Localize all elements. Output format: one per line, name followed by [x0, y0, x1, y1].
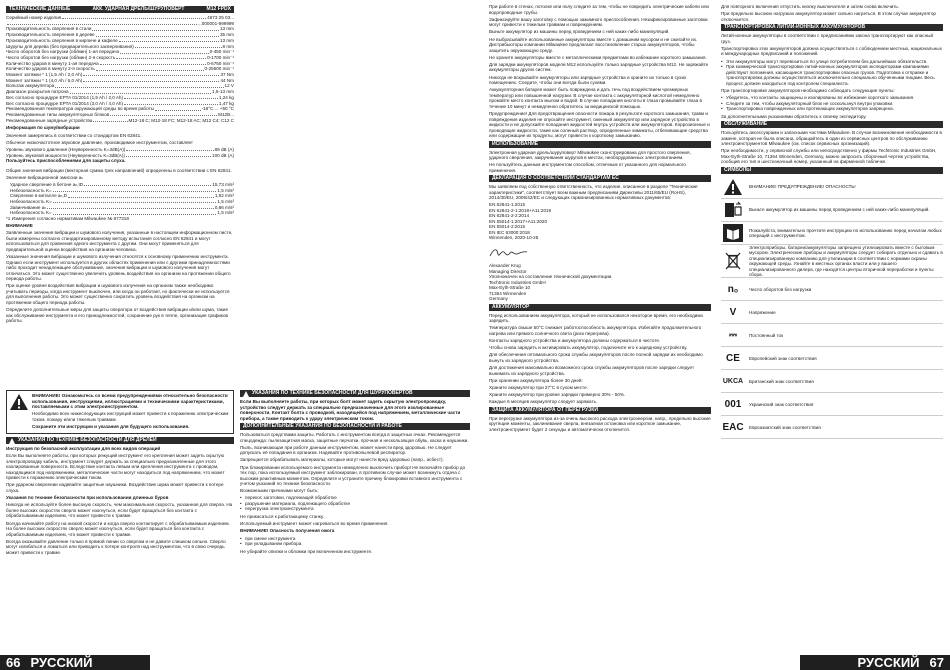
spec-value: 0-25500 min⁻¹: [204, 66, 234, 72]
measurement-note: *1 Измерения согласно нормативам Milwaukee № 877318: [6, 216, 129, 222]
extra-safety-paragraph: Возможными причинами могут быть:: [240, 488, 319, 494]
vibration-heading: Значение вибрационной эмиссии aₕ: [6, 174, 84, 180]
spec-leader: [124, 95, 218, 99]
vibration-intro: Общие значения вибрации (векторная сумма трех направлений) определены в соответствии с EN 62841.: [6, 167, 232, 173]
spec-value: M12-18 C; M12-18 FC; M12-18 AC; M12 C4; C12 C: [128, 117, 234, 123]
safety-continued-text: [489, 4, 711, 139]
transport-text: [721, 33, 943, 57]
right-footer: [800, 655, 950, 670]
symbol-description: Пожалуйста, внимательно прочтите инструкцию по использованию перед началом любых операций с инструментом.: [749, 227, 942, 238]
battery-paragraph: Храните аккумулятор при уровне зарядки примерно 30% - 50%.: [489, 392, 626, 398]
symbol-description: Украинский знак соответствия: [749, 401, 814, 407]
usage-header: ИСПОЛЬЗОВАНИЕ: [489, 141, 711, 148]
symbol-row: [721, 347, 943, 370]
battery-paragraph: При хранении аккумулятора более 30 дней:: [489, 377, 583, 383]
transport-header: ТРАНСПОРТИРОВКА ЛИТИЙ-ИОННЫХ АККУМУЛЯТОРОВ: [721, 24, 943, 31]
spec-value: 1,92 m/s²: [214, 193, 234, 199]
symbol-row: [721, 222, 943, 245]
spec-label: Рекомендованная температура окружающей среды во время работы: [6, 106, 154, 112]
warning-keep: Сохраните эти инструкции и указания для будущего использования.: [32, 423, 190, 429]
attention-heading: ВНИМАНИЕ: [6, 223, 33, 229]
spec-value: -18°C ... +50 °C: [201, 106, 234, 112]
list-item: • Эти аккумуляторы могут перевозиться по улице потребителем без дальнейших обязательств.: [721, 59, 943, 65]
voltage-icon: [721, 301, 745, 323]
list-item: • Убедитесь, что контакты защищены и изолированы во избежание короткого замыкания.: [721, 95, 943, 101]
tech-data-header: [6, 6, 234, 13]
spec-value: 13 mm: [219, 37, 234, 43]
usage-paragraph: Электронная ударная дрель/шуруповерт Milwaukee сконструирована для простого сверления, ударного сверления, закручивания шурупов в местах, необорудованных электропитанием.: [489, 149, 691, 160]
rpm-icon-label: n₀: [727, 283, 739, 295]
spec-label: Небезопасность K=: [10, 187, 52, 193]
right-column-2: [721, 4, 943, 439]
drill-safety-paragraph: Никогда не используйте более высокую скорость, чем максимальная скорость, указанная для сверла. На более высоких скоростях сверло может изогнуться, если будет вращаться без контакта с обрабатываемым изделием, что может привести к травме.: [6, 502, 233, 519]
ear-protection-note: Пользуйтесь приспособлениями для защиты слуха.: [6, 158, 126, 164]
spec-leader: [126, 153, 211, 157]
battery-text: [489, 313, 711, 405]
symbol-row: [721, 301, 943, 324]
declaration-place: Winnenden, 2020-10-25: [489, 235, 539, 241]
spec-leader: [155, 106, 201, 110]
spec-label: Завинчивание aₕ: [10, 204, 47, 210]
spec-label: Ударное сверление в бетоне aₕ,ID: [10, 181, 84, 187]
spec-leader: [83, 78, 219, 82]
declaration-header: ДЕКЛАРАЦИЯ О СООТВЕТСТВИИ СТАНДАРТАМ ЕС: [489, 175, 711, 182]
noise-intro: Обычное низкочастотное звуковое давление, производимое инструментом, составляет: [6, 139, 194, 145]
spec-leader: [100, 61, 206, 65]
battery-paragraph: Каждые 6 месяцев аккумулятор следует заряжать.: [489, 399, 598, 405]
list-item: • Следите за тем, чтобы аккумуляторный блок не соскользнул внутри упаковки.: [721, 101, 943, 107]
authorized-line: Уполномочен на составление технической документации.: [489, 274, 613, 280]
safety-paragraph: Не выбрасывайте использованные аккумуляторы вместе с домашним мусором и не сжигайте их. Дистрибьюторы компании Milwaukee предлагают восстановление старых аккумуляторов, чтобы защитить окружающую среду.: [489, 36, 698, 53]
spec-leader: [47, 205, 214, 209]
list-item: • При коммерческой транспортировке литий-ионных аккумуляторов экспедиторами компаниями действуют положения, касающиеся транспортировки опасных грузов. Подготовка к отправке и транспортировка должны осуществляться исключительно специально обученными лицами. Весь процесс должен находиться под контролем специалиста.: [721, 64, 943, 86]
ukca-mark-icon: [721, 370, 745, 392]
symbol-description: Напряжение: [749, 309, 776, 315]
battery-paragraph: Храните аккумулятор при 27°C в сухом месте.: [489, 384, 588, 390]
attention-paragraph: Указанные значения вибрации и шумового излучения относятся к основному применению инструмента. Однако если инструмент используется в других областях применения или с другими принадлежностями либо проходит ненадлежащее обслуживание, значения вибрации и шумового излучения могут отличаться. Это может существенно увеличить уровень воздействия на организм на протяжении общего периода работы.: [6, 254, 231, 282]
spec-label: Момент затяжки * 1 (4,0 Ah / 6,0 Ah): [6, 77, 83, 83]
spec-leader: [70, 89, 211, 93]
spec-label: Вес согласно процедуре EPTA 01/2014 (3,0 Ah / 4,0 Ah): [6, 100, 124, 106]
norm-item: EN 55014-1:2017+A11:2020: [489, 218, 548, 224]
symbol-description: Электроприборы, батареи/аккумуляторы запрещено утилизировать вместе с бытовым мусором. Электрические приборы и аккумуляторы следует собирать отдельно и сдавать в специализированную компанию для утилизации в соответствии с нормами охраны окружающей среды. Узнайте в местных органах власти или у вашего специализированного дилера, где находятся центры вторичной переработки и пункты сбора.: [749, 244, 943, 277]
dc-icon-label: ⎓: [729, 329, 737, 341]
spec-value: 8 mm: [222, 43, 234, 49]
right-column-1: [489, 4, 711, 434]
spec-value: 37 Nm: [220, 72, 234, 78]
battery-paragraph: Для достижения максимально возможного срока службы аккумуляторов после зарядки следует вынимать из зарядного устройства.: [489, 365, 695, 376]
symbol-row: [721, 370, 943, 393]
safety-paragraph: При работе в стенах, потолке или полу следите за тем, чтобы не повредить электрические кабели или водопроводные трубы.: [489, 4, 709, 15]
tech-data-table: [6, 15, 234, 123]
read-manual-icon: [721, 222, 745, 244]
symbol-description: Постоянный ток: [749, 332, 784, 338]
authorized-line: Germany: [489, 296, 508, 302]
burn-risk-list: [240, 536, 470, 547]
symbol-description: Число оборотов без нагрузки: [749, 286, 812, 292]
spec-value: 1,47 kg: [218, 100, 234, 106]
norm-item: EN 62841-2-1:2018+A11:2019: [489, 207, 552, 213]
blocking-causes-list: [240, 495, 470, 512]
tech-data-product: АКК. УДАРНАЯ ДРЕЛЬ/ШУРУПОВЕРТ: [92, 6, 185, 12]
spec-value: 89 dB (A): [214, 146, 234, 152]
spec-label: Момент затяжки * 1 (1,5 Ah / 2,0 Ah): [6, 72, 83, 78]
spec-label: Количество ударов в минуту 2-я скорость: [6, 66, 95, 72]
spec-leader: [53, 210, 217, 214]
spec-label: Сверление в металле aₕ,D: [10, 193, 67, 199]
rpm-icon: [721, 278, 745, 300]
symbol-row: [721, 278, 943, 301]
left-footer: [0, 655, 150, 670]
symbol-description: Британский знак соответствия: [749, 378, 814, 384]
norm-item: EN 55014-2:2015: [489, 224, 526, 230]
drill-safety-paragraph: Указания по технике безопасности при использовании длинных буров: [6, 495, 169, 501]
symbol-row: [721, 245, 943, 278]
symbol-description: ВНИМАНИЕ! ПРЕДУПРЕЖДЕНИЕ! ОПАСНОСТЬ!: [749, 184, 856, 190]
spec-value: 1,5-13 mm: [212, 89, 234, 95]
spec-label: Количество ударов в минуту 1-ая передача: [6, 60, 99, 66]
signer-block: [489, 263, 711, 274]
usage-text: [489, 150, 711, 174]
page-number: 66: [6, 655, 21, 670]
voltage-icon-label: V: [729, 306, 737, 318]
noise-standard: Значения замерялись в соответствии со стандартом EN 62841.: [6, 132, 142, 138]
symbol-row: [721, 199, 943, 222]
declaration-text: Мы заявляем под собственную ответственность, что изделие, описанное в разделе "Технические характеристики", соответствует всем важным предписаниям Директивы 2011/65/EU (RoHS), 2014/30/EU, 2006/42/EC и следующих гармонизированных нормативных документов:: [489, 184, 698, 201]
warning-small-icon: [243, 391, 249, 397]
list-item: • при смене инструмента: [240, 536, 470, 542]
extra-safety-end: Не убирайте опилки и обломки при включенном инструменте.: [240, 548, 373, 554]
extra-safety-text: [240, 432, 470, 494]
battery-header: АККУМУЛЯТОР: [489, 304, 711, 311]
spec-leader: [7, 21, 197, 25]
norm-item: EN 62841-2-2:2014: [489, 213, 530, 219]
spec-leader: [135, 44, 222, 48]
spec-leader: [126, 147, 213, 151]
attention-text: [6, 230, 234, 323]
spec-leader: [84, 182, 211, 186]
spec-value: ...000001-999999: [197, 20, 234, 26]
spec-label: Уровень звукового давления (Неуверенность K=3dB(A)): [6, 146, 126, 152]
spec-leader: [93, 118, 127, 122]
overload-text: При перегрузке аккумулятора из-за очень высокого расхода электроэнергии, напр., предельно высокие крутящие моменты, заклинивание сверла, внезапная остановка или короткое замыкание, электроинструмент будет 2 секунды и автоматически отключится.: [489, 415, 711, 432]
dc-icon: [721, 324, 745, 346]
battery-paragraph: Температура свыше 50°C снижает работоспособность аккумулятора. Избегайте продолжительного нагрева или прямого солнечного света (риск перегрева).: [489, 325, 702, 336]
spec-leader: [62, 15, 206, 19]
battery-paragraph: Перед использованием аккумулятора, который не использовался некоторое время, его необходимо зарядить.: [489, 312, 704, 324]
transport-paragraph: Транспортировка этих аккумуляторов должна осуществляться с соблюдением местных, национальных и международных предписаний и положений.: [721, 45, 942, 57]
overload-header: ЗАЩИТА АККУМУЛЯТОРА ОТ ПЕРЕГРУЗКИ: [489, 407, 711, 414]
spec-label: Производительность сверления в кирпиче и кафеле: [6, 37, 118, 43]
drill-safety-paragraph: Если Вы выполняете работы, при которых режущий инструмент его крепления может задеть скрытую электропроводку кабель, инструмент следует держать за специально предназначенные для этого изолированные поверхности. Вследствие контакта левым или крепления инструмента с проводом, находящимся под напряжением, металлические части могут находиться под напряжением, что может привести к поражению электрическим током.: [6, 453, 225, 481]
spec-label: Серийный номер изделия: [6, 15, 62, 20]
list-item: • при укладывании прибора: [240, 541, 470, 547]
symbols-table: [721, 176, 943, 439]
noise-table: [6, 147, 234, 158]
symbol-row: [721, 393, 943, 416]
screw-safety-header: [240, 390, 470, 397]
symbol-row: [721, 176, 943, 199]
warning-triangle-icon: [9, 393, 29, 411]
spec-label: Небезопасность K=: [10, 199, 52, 204]
eac-mark-icon: [721, 416, 745, 438]
ce-mark-icon-label: CE: [726, 352, 740, 364]
list-item: • Транспортировка поврежденных или протекающих аккумуляторов запрещена.: [721, 106, 943, 112]
spec-leader: [53, 199, 217, 203]
transport-points: При транспортировке аккумуляторов необходимо соблюдать следующие пункты:: [721, 88, 895, 94]
signer-line: Alexander Krug: [489, 263, 521, 269]
list-item: • перегрузка электроинструмента: [240, 506, 470, 512]
safety-paragraph: Для зарядки аккумуляторов модели M12 используйте только зарядные устройства M12. Не заряжайте аккумуляторы других систем.: [489, 61, 709, 73]
spec-value: 0-450 min⁻¹: [209, 49, 234, 55]
left-column-2: [240, 388, 470, 556]
extra-safety-header: ДОПОЛНИТЕЛЬНЫЕ УКАЗАНИЯ ПО БЕЗОПАСНОСТИ И РАБОТЕ: [240, 423, 470, 430]
attention-paragraph: При оценке уровня воздействия вибрации и шумового излучения на организм также необходимо учитывать периоды, когда инструмент выключен, или когда он работает, но фактически не используется для выполнения работы. Это может существенно сократить уровень воздействия на организм на протяжении общего периода работы.: [6, 283, 230, 305]
safety-paragraph: Аккумуляторная батарея может быть повреждена и дать течь под воздействием чрезмерных температур или повышенной нагрузки. В случае контакта с аккумуляторной кислотой немедленно промойте место контакта мылом и водой. В случае попадания кислоты в глаза промывайте глаза в течение 10 минут и немедленно обратитесь за медицинской помощью.: [489, 87, 702, 109]
warning-text: ВНИМАНИЕ! Ознакомьтесь со всеми предупреждениями относительно безопасности использования, инструкциями, иллюстрациями и техническими характеристиками, поставляемыми с этим электроинструментом.: [32, 393, 228, 409]
usage-paragraph: Не пользуйтесь данным инструментом способом, отличным от указанного для нормального применения.: [489, 162, 686, 173]
symbol-row: [721, 416, 943, 439]
spec-leader: [96, 66, 204, 70]
symbol-description: Европейский знак соответствия: [749, 355, 817, 361]
safety-paragraph: Не храните аккумуляторы вместе с металлическими предметами во избежание короткого замыкания.: [489, 54, 707, 60]
drill-safety-paragraph: Всегда начинайте работу на низкой скорости и когда сверло контактирует с обрабатываемым изделием. На более высоких скоростях сверло может изогнуться, если будет вращаться без контакта с обрабатываемым изделием, что может привести к травме.: [6, 520, 230, 537]
spec-label: Число оборотов без нагрузки (об/мин) 1-ая передача: [6, 49, 120, 55]
spec-value: 1,24 kg: [218, 94, 234, 100]
screw-safety-text: Если Вы выполняете работы, при которых болт может задеть скрытую электропроводку, устройство следует держать за специально предназначенные для этого изолированные поверхности. Контакт болта с проводкой, находящейся под напряжением, металлические части прибора, а также приводить к удару электрическим током.: [240, 399, 461, 421]
norm-item: EN IEC 63000:2018: [489, 229, 530, 235]
extra-safety-paragraph: Пыль, возникающая при работе данным инструментом, может нанести вред здоровью. Не следует допускать её попадания в организм. Надевайте противопылевой респиратор.: [240, 444, 452, 456]
ua-mark-icon-label: 001: [724, 398, 742, 410]
battery-paragraph: Чтобы снова зарядить и активировать аккумулятор, подключите его к зарядному устройству.: [489, 345, 688, 351]
norm-item: EN 62841-1:2015: [489, 202, 526, 208]
authorized-line: 71364 Winnenden: [489, 290, 527, 296]
safety-paragraph: Никогда не вскрывайте аккумуляторы или зарядные устройства и храните их только в сухих помещениях. Следите, чтобы они всегда были сухими.: [489, 74, 687, 86]
spec-leader: [55, 83, 223, 87]
tech-data-model: M12 FPDX: [206, 6, 231, 12]
signature-icon: [489, 246, 529, 260]
spec-value: 15,73 m/s²: [212, 181, 234, 187]
spec-label: Производительность сверления в дереве: [6, 32, 95, 38]
spec-leader: [83, 72, 219, 76]
ce-mark-icon: [721, 347, 745, 369]
screw-safety-title: УКАЗАНИЯ ПО ТЕХНИКЕ БЕЗОПАСНОСТИ ДЛЯ ШУРУПОВЕРТОВ: [252, 390, 413, 397]
spec-leader: [92, 26, 218, 30]
extra-safety-paragraph: Пользоваться средствами защиты. Работать с инструментом всегда в защитных очках. Рекомендуется спецодежда: пылезащитная маска, защитные перчатки, прочная и нескользящая обувь, каска и наушники.: [240, 432, 469, 443]
spec-value: 4673 25 03...: [207, 15, 234, 20]
spec-value: 1,5 m/s²: [217, 199, 234, 204]
drill-safety-header: [6, 437, 234, 444]
ukca-mark-icon-label: UKCA: [722, 377, 744, 385]
spec-value: 1,5 m/s²: [217, 187, 234, 193]
spec-leader: [116, 55, 206, 59]
drill-safety-paragraph: При ударном сверлении надевайте защитные наушники. Воздействие шума может привести к потере слуха.: [6, 482, 224, 493]
authorized-line: Max-Eyth-Straße 10: [489, 285, 531, 291]
warning-triangle-icon: [721, 176, 745, 198]
general-warning-box: [6, 390, 234, 434]
warning-consequence: Необходимо всех нижеследующих инструкций может привести к поражению электрическим током, пожару и/или тяжелым травмам.: [32, 411, 229, 422]
left-column-1-lower: [6, 388, 234, 557]
authorized-line: Techtronic Industries GmbH: [489, 279, 546, 285]
safety-paragraph: Зафиксируйте вашу заготовку с помощью зажимного приспособления. Незафиксированные заготовки могут привести к тяжелым травмам и повреждениям.: [489, 16, 708, 28]
battery-paragraph: Контакты зарядного устройства и аккумулятора должны содержаться в чистоте.: [489, 337, 661, 343]
ua-mark-icon: [721, 393, 745, 415]
drill-safety-title: УКАЗАНИЯ ПО ТЕХНИКЕ БЕЗОПАСНОСТИ ДЛЯ ДРЕЛЕЙ: [18, 437, 157, 444]
spec-label: Диапазон раскрытия патрона: [6, 89, 69, 95]
right-page: [475, 0, 950, 670]
drill-safety-paragraph: Инструкция по безопасной эксплуатации для всех видов операций: [6, 446, 161, 452]
symbols-header: СИМВОЛЫ: [721, 167, 943, 174]
drill-safety-text: [6, 446, 234, 555]
service-paragraph: При необходимости, у сервисной службы или непосредственно у фирмы Techtronic Industries GmbH, Max-Eyth-Straße 10, 71364 Winnenden, Germany, можно запросить сборочный чертеж устройства, сообщив его тип и шестизначный номер, указанный на фирменной табличке.: [721, 148, 937, 165]
tech-data-title: ТЕХНИЧЕСКИЕ ДАННЫЕ: [9, 6, 71, 12]
spec-value: 1,5 m/s²: [217, 210, 234, 216]
left-column-1: [6, 4, 234, 325]
overload-paragraph: Для повторного включения отпустить кнопку выключателя и затем снова включить.: [721, 4, 900, 9]
spec-value: 35 mm: [219, 32, 234, 38]
list-item: • перекос заготовки, подлежащей обработке: [240, 495, 470, 501]
overload-paragraph: При предельно высоких нагрузках аккумулятор может сильно нагреться. В этом случае аккумулятор отключается.: [721, 11, 936, 22]
spec-leader: [68, 193, 214, 197]
spec-value: 100 dB (A): [212, 152, 234, 158]
spec-value: 0-1700 min⁻¹: [207, 54, 234, 60]
noise-heading: Информация по шуму/вибрации: [6, 125, 80, 131]
spec-label: Рекомендованные зарядные устройства: [6, 117, 93, 123]
transport-list: [721, 59, 943, 87]
battery-paragraph: Для обеспечения оптимального срока службы аккумуляторов после полной зарядки их необходимо вынуть из зарядного устройства.: [489, 352, 703, 363]
spec-value: 0-6750 min⁻¹: [207, 60, 234, 66]
symbol-description: Евроазиатский знак соответствия: [749, 424, 821, 430]
spec-value: 13 mm: [219, 26, 234, 32]
service-paragraph: Пользуйтесь аксессуарами и запасными частями Milwaukee. В случае возникновения необходимости в замене, которая не была описана, обращайтесь в один из сервисных центров по обслуживанию электроинструментов Milwaukee (см. список сервисных организаций).: [721, 130, 942, 147]
transport-points-list: [721, 95, 943, 112]
spec-label: Уровень звуковой мощности (Неуверенность K=3dB(A)): [6, 152, 125, 158]
extra-safety-paragraph: При блокировании используемого инструмента немедленно выключить прибор! Не включайте прибор до тех пор, пока используемый инструмент заблокирован, в противном случае может возникнуть отдача с высоким реактивным моментом. Определите и устраните причину блокировки вставного инструмента с учетом указаний по технике безопасности.: [240, 464, 466, 487]
attention-paragraph: Заявленные значения вибрации и шумового излучения, указанные в настоящем информационном листе, были измерены согласно стандартизированному методу испытания согласно EN 62841 и могут использоваться для сравнения одного инструмента с другим. Они могут применяться для предварительной оценки воздействия на организм человека.: [6, 230, 233, 252]
safety-paragraph: Выньте аккумулятор из машины перед проведением с ней каких-либо манипуляций.: [489, 29, 670, 35]
spec-leader: [120, 49, 209, 53]
spec-leader: [96, 32, 219, 36]
safety-paragraph: Предупреждение! Для предотвращения опасности пожара в результате короткого замыкания, травм и повреждения изделия не опускайте инструмент, сменный аккумулятор или зарядное устройство в жидкости и не допускайте попадания жидкостей внутрь устройств или аккумуляторов. Коррозионные и проводящие жидкости, такие как соленый раствор, определенные химикаты, отбеливающие средства или содержащие их продукты, могут привести к короткому замыканию.: [489, 111, 710, 138]
attention-paragraph: Определите дополнительные меры для защиты оператора от воздействия вибрации и/или шума, такие как обслуживание инструмента и его принадлежностей, сохранение рук в тепле, организация графиков работы.: [6, 307, 229, 324]
service-text: [721, 130, 943, 165]
spec-leader: [124, 101, 218, 105]
spec-value: 44 Nm: [220, 77, 234, 83]
crossed-bin-icon: [721, 250, 745, 272]
signer-line: Managing Director: [489, 268, 527, 274]
warning-small-icon: [9, 438, 15, 444]
spec-value: M12B...: [218, 111, 234, 117]
spec-label: Число оборотов без нагрузки (об/мин) 2-я скорость: [6, 54, 116, 60]
spec-value: 12 V: [224, 83, 234, 89]
page-language: РУССКИЙ: [30, 655, 93, 670]
list-item: • разрушение материала, подлежащего обработке: [240, 501, 470, 507]
battery-remove-icon: [721, 199, 745, 221]
spec-leader: [53, 188, 217, 192]
symbol-description: Выньте аккумулятор из машины перед проведением с ней каких-либо манипуляций.: [749, 207, 930, 213]
spec-label: Вес согласно процедуре EPTA 01/2014 (1,5 Ah / 2,0 Ah): [6, 94, 124, 100]
page-number: 67: [929, 655, 944, 670]
extra-safety-paragraph: ВНИМАНИЕ! Опасность получения ожога: [240, 528, 335, 534]
overload-continued-text: [721, 4, 943, 22]
norms-list: [489, 202, 711, 235]
authorized-block: [489, 274, 711, 302]
spec-label: Шурупы для дерева (без предварительного засверливания): [6, 43, 134, 49]
eac-mark-icon-label: EAC: [722, 421, 744, 433]
spec-value: 0,86 m/s²: [214, 204, 234, 210]
transport-paragraph: Литий-ионные аккумуляторы в соответствии с предписаниями закона транспортируют как опасный груз.: [721, 33, 934, 44]
spec-label: Рекомендованные типы аккумуляторных блоков: [6, 111, 110, 117]
extra-safety-paragraph: Используемый инструмент может нагреваться во время применения.: [240, 521, 389, 527]
transport-end: За дополнительными указаниями обратитесь к своему экспедитору.: [721, 113, 867, 119]
extra-safety-paragraph: Не прикасаться к работающему станку.: [240, 513, 324, 519]
drill-safety-paragraph: Всегда оказывайте давление только в прямой линии со сверлом и не давите слишком сильно. Сверло могут изгибаться и ломаться или приводить к потере контроля над инструментом, что в свою очередь может привести к травме.: [6, 538, 226, 555]
spec-label: Вольтаж аккумулятора: [6, 83, 55, 89]
symbol-row: [721, 324, 943, 347]
spec-label: Небезопасность K=: [10, 210, 52, 216]
extra-safety-text-2: [240, 514, 470, 534]
extra-safety-paragraph: Запрещается обрабатывать материалы, которые могут нанести вред здоровью (напр., асбест).: [240, 457, 444, 463]
page-language: РУССКИЙ: [857, 655, 920, 670]
vibration-table: [6, 182, 234, 216]
spec-leader: [110, 112, 217, 116]
spec-label: Производительность сверления в стали: [6, 26, 92, 32]
service-header: ОБСЛУЖИВАНИЕ: [721, 121, 943, 128]
spec-leader: [119, 38, 219, 42]
